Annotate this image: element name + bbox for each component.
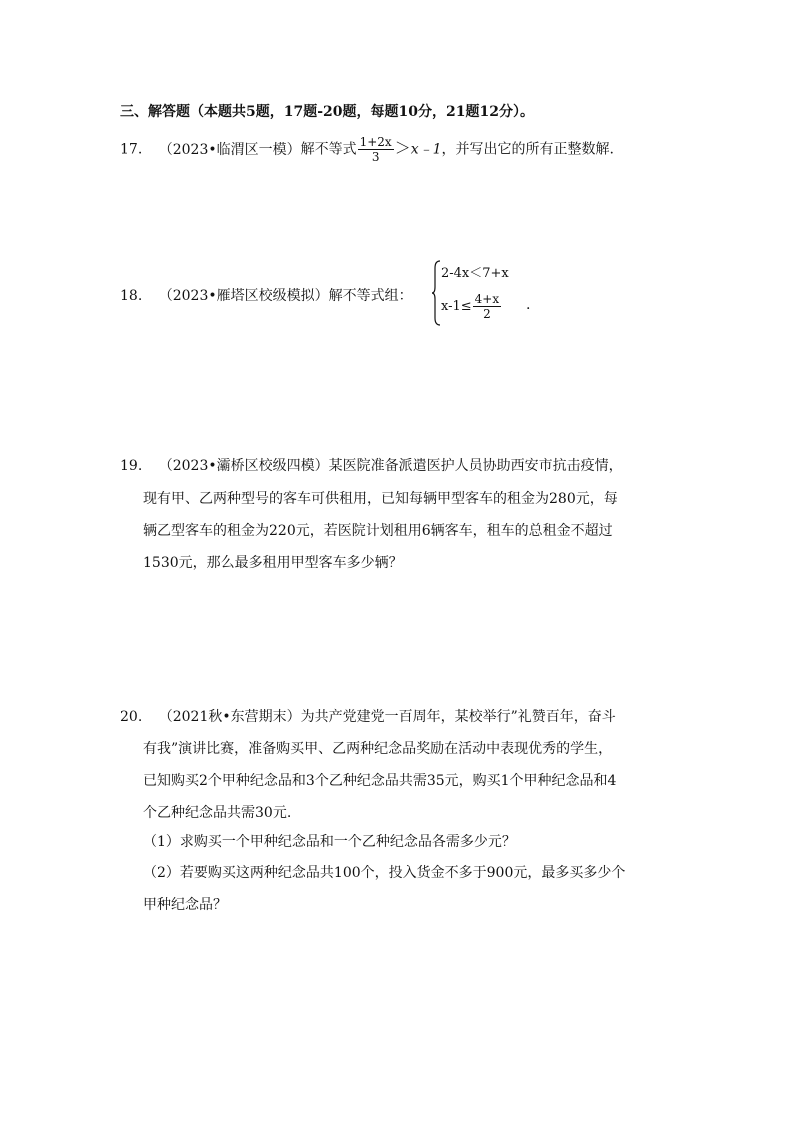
sub-question-2-line-1: （2）若要购买这两种纪念品共100个，投入货金不多于900元，最多买多少个 [143,865,626,881]
fraction-numerator: 4+x [474,292,500,306]
question-19-line-1 [120,455,623,475]
question-18 [120,285,413,305]
system-period: . [526,297,531,313]
fraction-denominator: 3 [371,150,380,164]
question-20-line-1 [120,706,616,726]
question-text-tail: ，并写出它的所有正整数解. [441,141,614,158]
question-text: 解不等式组： [328,288,413,304]
question-number: 18. [120,288,143,304]
question-20-line-3: 已知购买2个甲种纪念品和3个乙种纪念品共需35元，购买1个甲种纪念品和4 [143,773,617,789]
section-title: 三、解答题（本题共5题，17题-20题，每题10分，21题12分）。 [120,104,534,120]
greater-than-sign: ＞ [394,138,411,158]
system-row-2 [441,292,502,321]
left-brace-icon [431,260,441,326]
question-text: 某医院准备派遣医护人员协助西安市抗击疫情， [328,458,623,474]
question-number: 17. [120,141,143,158]
question-19-line-2: 现有甲、乙两种型号的客车可供租用，已知每辆甲型客车的租金为280元，每 [143,491,618,507]
sub-question-2-line-2: 甲种纪念品？ [143,897,227,913]
question-17 [120,135,614,164]
inequality-system [431,260,541,330]
question-number: 19. [120,458,143,474]
question-source: （2021秋•东营期末） [158,709,301,725]
sub-question-1: （1）求购买一个甲种纪念品和一个乙种纪念品各需多少元？ [143,834,516,850]
question-text: 为共产党建党一百周年，某校举行”礼赞百年，奋斗 [300,709,616,725]
question-19-line-4: 1530元，那么最多租用甲型客车多少辆？ [143,555,403,571]
question-source: （2023•临渭区一模） [158,141,301,158]
question-number: 20. [120,709,143,725]
fraction-numerator: 1+2x [359,135,392,149]
row2-lhs: x-1≤ [441,299,472,314]
question-19-line-3: 辆乙型客车的租金为220元，若医院计划租用6辆客车，租车的总租金不超过 [143,523,613,539]
fraction [358,135,394,164]
question-source: （2023•灞桥区校级四模） [158,458,329,474]
question-20-line-4: 个乙种纪念品共需30元. [143,805,292,821]
system-row-1: 2-4x＜7+x [441,266,509,281]
fraction-denominator: 2 [483,307,491,321]
question-20-line-2: 有我”演讲比赛，准备购买甲、乙两种纪念品奖励在活动中表现优秀的学生， [143,741,613,757]
question-source: （2023•雁塔区校级模拟） [158,288,329,304]
inequality-rhs: x﹣1 [410,141,442,158]
fraction [473,292,501,321]
question-text: 解不等式 [300,141,357,158]
